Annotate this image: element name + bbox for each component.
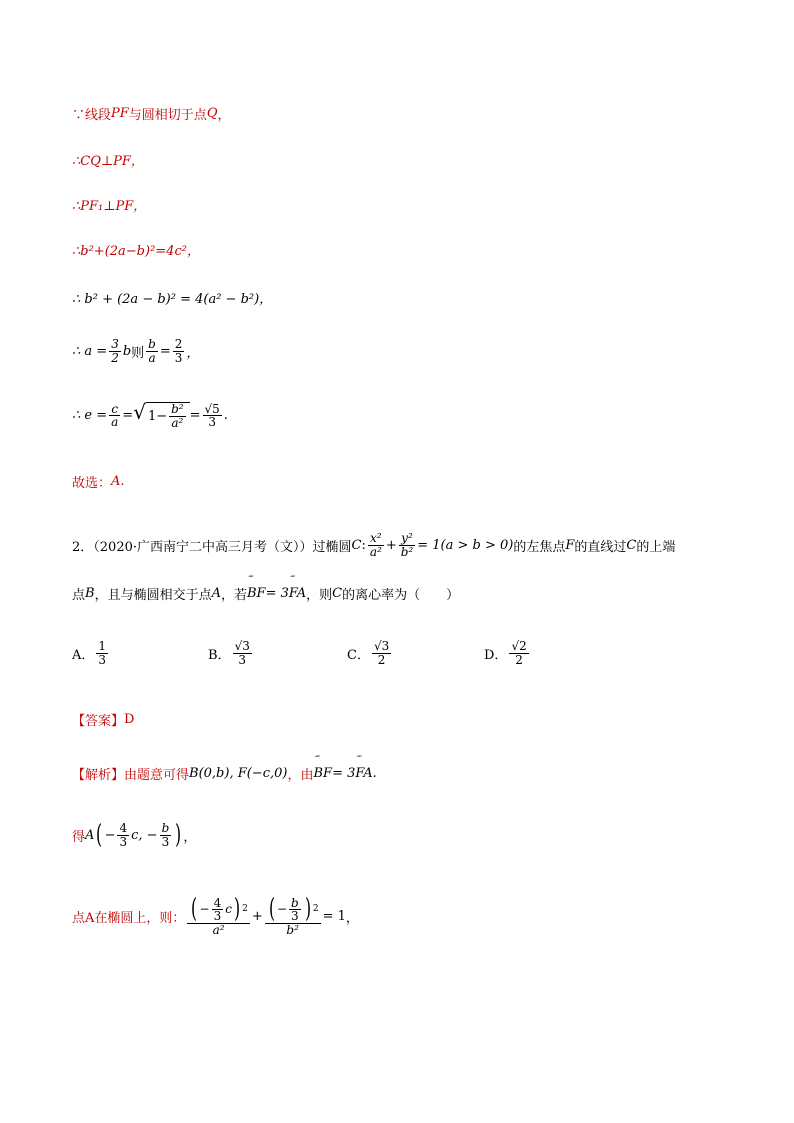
text: 的离心率为（ ） [342,588,460,603]
option-label: C． [347,647,370,663]
text: : [361,537,366,553]
text: B(0,b), F(−c,0) [189,766,288,781]
var: C [626,537,637,553]
solution-line-4: ∴b²+(2a−b)²=4c²， [72,244,200,259]
vector: ˝˝ FA [289,586,306,601]
fraction: $\frac{1}{3}$ [98,639,107,667]
text: ∵线段 [72,108,112,123]
fraction: $\frac{\text{x²}}{\text{a²}}$ [369,531,382,559]
analysis-line-2: 得 A ( − $\frac{4}{3}$ c, − $\frac{b}{3}$ ) ， [72,820,197,850]
fraction: $\frac{4}{3}$ [119,820,128,849]
var: C [351,537,362,553]
solution-line-2: ∴CQ⊥PF， [72,154,144,169]
choose-line [72,472,125,491]
text: ， [217,108,231,123]
problem2-line-2 [72,584,459,603]
answer-line [72,710,134,729]
text: = [189,408,201,424]
solution-line-7 [72,402,228,429]
text: = [159,343,171,359]
option-label: B． [208,647,231,663]
text: ，由 [287,768,314,783]
solution-line-6 [72,338,199,364]
var: PF [111,106,129,121]
solution-line-5: ∴ b² + (2a − b)² = 4(a² − b²)， [72,292,273,307]
option-d[interactable] [484,640,531,666]
text: 与圆相切于点 [128,108,207,123]
fraction: $\frac{√2}{2}$ [511,639,527,667]
text: 点A在椭圆上，则： [72,910,186,926]
var: A [211,586,221,601]
text: 得 [72,829,86,845]
fraction: $\frac{b}{a}$ [148,337,156,365]
vector: ˝˝ BF [247,586,266,601]
text: ∴ e = [72,408,108,424]
text: 则 [131,345,145,361]
fraction: $\frac{√3}{3}$ [234,639,250,667]
option-b[interactable] [208,640,254,666]
fraction: $\frac{c}{a}$ [111,401,119,430]
problem2-line-1 [72,532,675,558]
answer-value: D [124,712,135,727]
text: . [223,408,228,424]
text: 点 [72,588,86,603]
text: ， [345,910,359,926]
fraction: ( − $\frac{b}{3}$ ) 2 b² [265,896,321,937]
answer-label: 【答案】 [72,714,125,729]
var: C [332,586,343,601]
fraction: $\frac{√5}{3}$ [204,401,220,430]
text: = 3 [265,586,289,601]
var: Q [206,106,218,121]
solution-line-3: ∴PF₁⊥PF， [72,199,147,214]
text: 故选： [72,476,112,491]
analysis-label: 【解析】 [72,768,125,783]
option-label: D． [484,647,508,663]
text: = 1 [322,908,346,924]
text: 的上端 [636,539,676,555]
fraction: $\frac{2}{3}$ [174,337,183,365]
fraction: $\frac{3}{2}$ [111,337,119,365]
text: = 3 [332,766,356,781]
text: ， [186,345,200,361]
fraction: $\frac{b}{3}$ [161,820,170,849]
var: B [85,586,95,601]
text: ∴ a = [72,343,108,359]
option-a[interactable] [72,640,110,666]
vector: ˝˝ BF [313,766,332,781]
fraction: ( − $\frac{4}{3}$ c ) 2 a² [187,896,249,937]
analysis-line-1 [72,764,377,783]
text: ， [183,829,197,845]
text: 的左焦点 [513,539,566,555]
text: + [385,537,397,553]
fraction: $\frac{√3}{2}$ [373,639,390,667]
var: A [85,827,95,843]
text: 的直线过 [574,539,627,555]
text: = 1(a > b > 0) [417,537,514,553]
text: ，且与椭圆相交于点 [94,588,212,603]
text: 2．（2020·广西南宁二中高三月考（文））过椭圆 [72,539,352,555]
solution-line-1 [72,104,231,123]
text: . [372,766,377,781]
option-c[interactable] [347,640,393,666]
fraction: $\frac{\text{y²}}{\text{b²}}$ [400,531,414,559]
vector: ˝˝ FA [355,766,372,781]
var: b [122,343,132,359]
analysis-line-3: 点A在椭圆上，则： ( − $\frac{4}{3}$ c ) 2 a² + ( − $\frac{b}{3}$ ) 2 b² = 1 ， [72,894,359,938]
text: ，则 [306,588,333,603]
text: 由题意可得 [124,768,190,783]
text: c, − [131,827,158,843]
text: ，若 [220,588,247,603]
sqrt: √ 1− $\frac{\text{b²}}{\text{a²}}$ [133,402,189,429]
var: F [565,537,575,553]
option-label: A． [72,647,95,663]
text: A. [111,474,125,489]
text: = [122,408,134,424]
